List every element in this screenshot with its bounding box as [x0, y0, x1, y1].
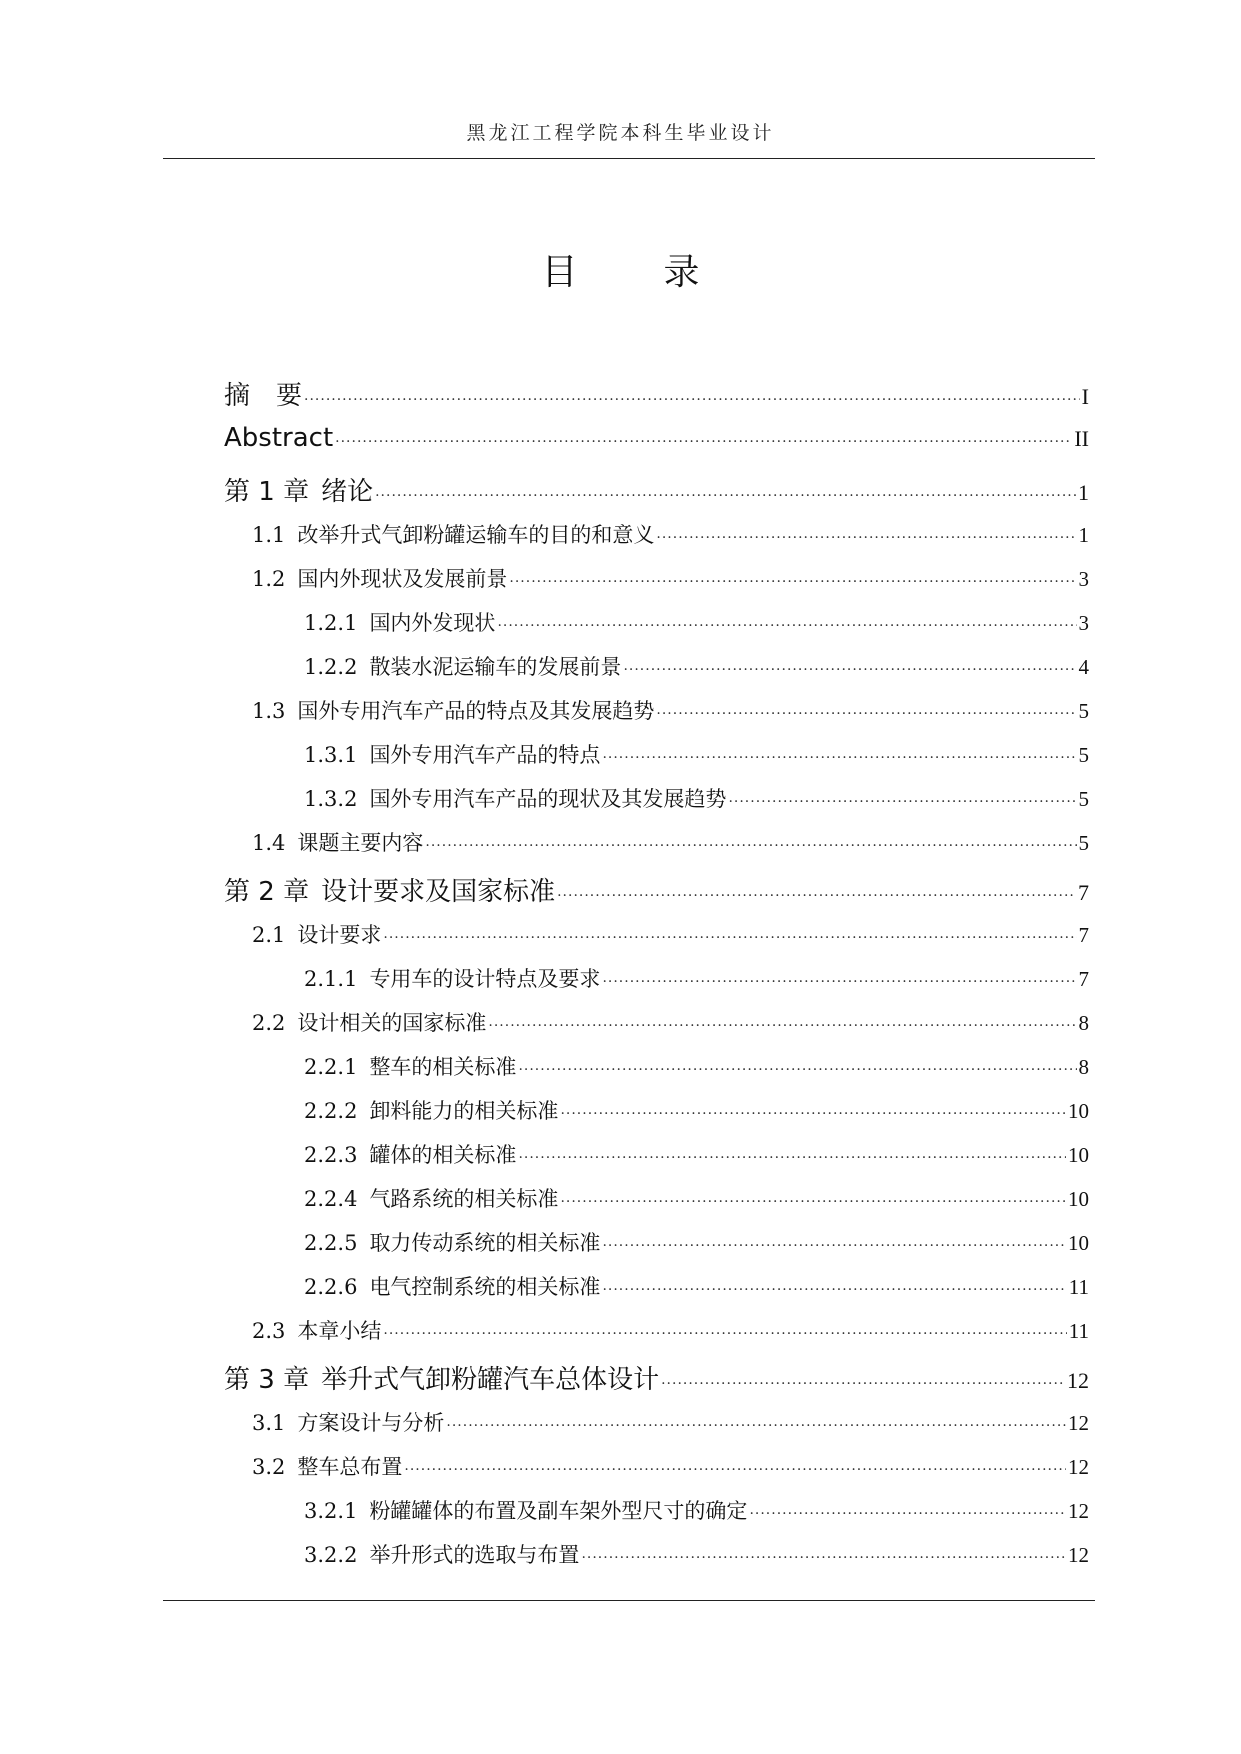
toc-entry-number: 1.2.1 — [304, 611, 358, 635]
toc-leader-dots — [656, 530, 1076, 546]
toc-entry-label: 国外专用汽车产品的特点及其发展趋势 — [297, 699, 655, 723]
toc-entry[interactable] — [224, 651, 1089, 695]
toc-entry-number: 2.2.5 — [304, 1231, 358, 1255]
toc-entry-page: 7 — [1078, 923, 1089, 947]
toc-entry-label: 设计要求及国家标准 — [321, 877, 556, 907]
toc-leader-dots — [518, 1150, 1066, 1166]
toc-entry[interactable] — [224, 783, 1089, 827]
toc-entry-label: 国外专用汽车产品的现状及其发展趋势 — [369, 787, 727, 811]
toc-entry-label: 设计相关的国家标准 — [297, 1011, 487, 1035]
toc-leader-dots — [375, 488, 1076, 504]
toc-entry-page: 5 — [1078, 743, 1089, 767]
toc-entry-page: 11 — [1068, 1319, 1089, 1343]
toc-entry-page: 10 — [1068, 1099, 1089, 1123]
toc-entry[interactable] — [224, 1271, 1089, 1315]
toc-leader-dots — [602, 974, 1076, 990]
toc-entry[interactable] — [224, 607, 1089, 651]
toc-entry-number: 1.3 — [252, 699, 286, 723]
toc-entry-page: 12 — [1067, 1368, 1089, 1393]
toc-entry-label: 课题主要内容 — [297, 831, 424, 855]
toc-entry[interactable] — [224, 1315, 1089, 1359]
toc-leader-dots — [518, 1062, 1076, 1078]
toc-entry-number: 2.2.3 — [304, 1143, 358, 1167]
toc-entry-label: 举升形式的选取与布置 — [369, 1543, 580, 1567]
toc-entry-label: 国内外现状及发展前景 — [297, 567, 508, 591]
toc-entry[interactable] — [224, 1095, 1089, 1139]
toc-entry-label: 粉罐罐体的布置及副车架外型尺寸的确定 — [369, 1499, 748, 1523]
toc-leader-dots — [335, 434, 1072, 450]
toc-leader-dots — [509, 574, 1076, 590]
toc-entry-label: 电气控制系统的相关标准 — [369, 1275, 601, 1299]
toc-entry-page: 4 — [1078, 655, 1089, 679]
toc-entry-number: 2.1.1 — [304, 967, 358, 991]
toc-entry-number: 3.2.1 — [304, 1499, 358, 1523]
footer-rule — [163, 1600, 1095, 1601]
toc-entry-label: 国外专用汽车产品的特点 — [369, 743, 601, 767]
toc-leader-dots — [304, 392, 1080, 408]
toc-entry-label: 摘 要 — [224, 381, 303, 411]
toc-entry-number: 2.2.1 — [304, 1055, 358, 1079]
toc-entry-number: 2.1 — [252, 923, 286, 947]
toc-entry-label: 散装水泥运输车的发展前景 — [369, 655, 622, 679]
toc-entry[interactable] — [224, 695, 1089, 739]
toc-entry[interactable] — [224, 375, 1089, 423]
toc-entry-number: 第 1 章 — [224, 477, 310, 507]
toc-entry-number: 1.1 — [252, 523, 286, 547]
toc-leader-dots — [661, 1376, 1065, 1392]
toc-entry-page: 1 — [1078, 480, 1089, 505]
header-rule — [163, 158, 1095, 159]
toc-entry[interactable] — [224, 1407, 1089, 1451]
toc-entry-page: I — [1081, 384, 1089, 409]
toc-entry[interactable] — [224, 871, 1089, 919]
toc-entry[interactable] — [224, 1051, 1089, 1095]
toc-entry[interactable] — [224, 1359, 1089, 1407]
toc-entry-page: 11 — [1068, 1275, 1089, 1299]
toc-entry-number: 1.3.1 — [304, 743, 358, 767]
toc-leader-dots — [623, 662, 1076, 678]
toc-entry-label: 举升式气卸粉罐汽车总体设计 — [321, 1365, 660, 1395]
toc-entry-number: 2.2.4 — [304, 1187, 358, 1211]
page-title — [0, 244, 1241, 295]
toc-entry[interactable] — [224, 519, 1089, 563]
toc-entry-page: 12 — [1068, 1455, 1089, 1479]
toc-entry[interactable] — [224, 1495, 1089, 1539]
toc-leader-dots — [404, 1462, 1066, 1478]
toc-entry[interactable] — [224, 739, 1089, 783]
toc-entry-number: 1.2 — [252, 567, 286, 591]
toc-entry-label: 改举升式气卸粉罐运输车的目的和意义 — [297, 523, 655, 547]
toc-entry-number: 1.3.2 — [304, 787, 358, 811]
table-of-contents — [224, 375, 1089, 1583]
toc-entry-label: 气路系统的相关标准 — [369, 1187, 559, 1211]
toc-entry-number: 2.2.6 — [304, 1275, 358, 1299]
toc-entry-number: 2.2.2 — [304, 1099, 358, 1123]
toc-entry-number: 3.2 — [252, 1455, 286, 1479]
toc-entry-number: 2.2 — [252, 1011, 286, 1035]
toc-leader-dots — [446, 1418, 1066, 1434]
toc-entry[interactable] — [224, 471, 1089, 519]
toc-entry-page: 10 — [1068, 1187, 1089, 1211]
toc-entry-label: 整车总布置 — [297, 1455, 403, 1479]
toc-entry-label: Abstract — [224, 423, 334, 453]
toc-leader-dots — [749, 1506, 1066, 1522]
toc-entry[interactable] — [224, 827, 1089, 871]
toc-entry-label: 取力传动系统的相关标准 — [369, 1231, 601, 1255]
toc-entry-page: 5 — [1078, 831, 1089, 855]
toc-entry[interactable] — [224, 1451, 1089, 1495]
toc-entry-page: 3 — [1078, 611, 1089, 635]
toc-leader-dots — [602, 750, 1076, 766]
toc-entry-number: 3.2.2 — [304, 1543, 358, 1567]
title-char-2: 录 — [663, 252, 700, 293]
toc-entry-page: 12 — [1068, 1499, 1089, 1523]
toc-leader-dots — [656, 706, 1076, 722]
toc-entry[interactable] — [224, 423, 1089, 471]
toc-leader-dots — [425, 838, 1076, 854]
toc-entry-page: 5 — [1078, 699, 1089, 723]
toc-leader-dots — [728, 794, 1076, 810]
toc-entry-page: 3 — [1078, 567, 1089, 591]
toc-entry-number: 1.4 — [252, 831, 286, 855]
toc-leader-dots — [602, 1238, 1066, 1254]
toc-entry-label: 本章小结 — [297, 1319, 382, 1343]
toc-entry-page: 7 — [1078, 967, 1089, 991]
toc-entry-page: 7 — [1078, 880, 1089, 905]
toc-entry-page: 8 — [1078, 1011, 1089, 1035]
toc-entry-label: 专用车的设计特点及要求 — [369, 967, 601, 991]
toc-entry[interactable] — [224, 1227, 1089, 1271]
toc-leader-dots — [581, 1550, 1066, 1566]
toc-entry[interactable] — [224, 1539, 1089, 1583]
toc-entry-page: 12 — [1068, 1543, 1089, 1567]
toc-entry-number: 2.3 — [252, 1319, 286, 1343]
toc-entry-page: 10 — [1068, 1143, 1089, 1167]
toc-entry[interactable] — [224, 1007, 1089, 1051]
toc-entry-number: 第 3 章 — [224, 1365, 310, 1395]
title-char-1: 目 — [541, 252, 578, 293]
toc-leader-dots — [560, 1194, 1066, 1210]
toc-leader-dots — [560, 1106, 1066, 1122]
toc-entry[interactable] — [224, 563, 1089, 607]
toc-entry-label: 整车的相关标准 — [369, 1055, 517, 1079]
toc-entry-page: 8 — [1078, 1055, 1089, 1079]
toc-entry[interactable] — [224, 1139, 1089, 1183]
toc-leader-dots — [383, 930, 1076, 946]
toc-entry-page: 12 — [1068, 1411, 1089, 1435]
toc-entry-page: II — [1074, 426, 1089, 451]
toc-entry-label: 方案设计与分析 — [297, 1411, 445, 1435]
toc-leader-dots — [497, 618, 1076, 634]
toc-entry-label: 设计要求 — [297, 923, 382, 947]
toc-entry[interactable] — [224, 1183, 1089, 1227]
toc-entry-label: 罐体的相关标准 — [369, 1143, 517, 1167]
toc-entry-label: 卸料能力的相关标准 — [369, 1099, 559, 1123]
toc-entry-number: 3.1 — [252, 1411, 286, 1435]
toc-entry-page: 10 — [1068, 1231, 1089, 1255]
toc-entry-number: 第 2 章 — [224, 877, 310, 907]
toc-leader-dots — [488, 1018, 1076, 1034]
toc-entry-page: 1 — [1078, 523, 1089, 547]
toc-leader-dots — [383, 1326, 1066, 1342]
toc-entry[interactable] — [224, 919, 1089, 963]
toc-entry-number: 1.2.2 — [304, 655, 358, 679]
toc-entry-label: 绪论 — [321, 477, 374, 507]
toc-leader-dots — [602, 1282, 1066, 1298]
header-title: 黑龙江工程学院本科生毕业设计 — [466, 122, 775, 144]
toc-entry[interactable] — [224, 963, 1089, 1007]
toc-entry-page: 5 — [1078, 787, 1089, 811]
toc-leader-dots — [557, 888, 1076, 904]
toc-entry-label: 国内外发现状 — [369, 611, 496, 635]
